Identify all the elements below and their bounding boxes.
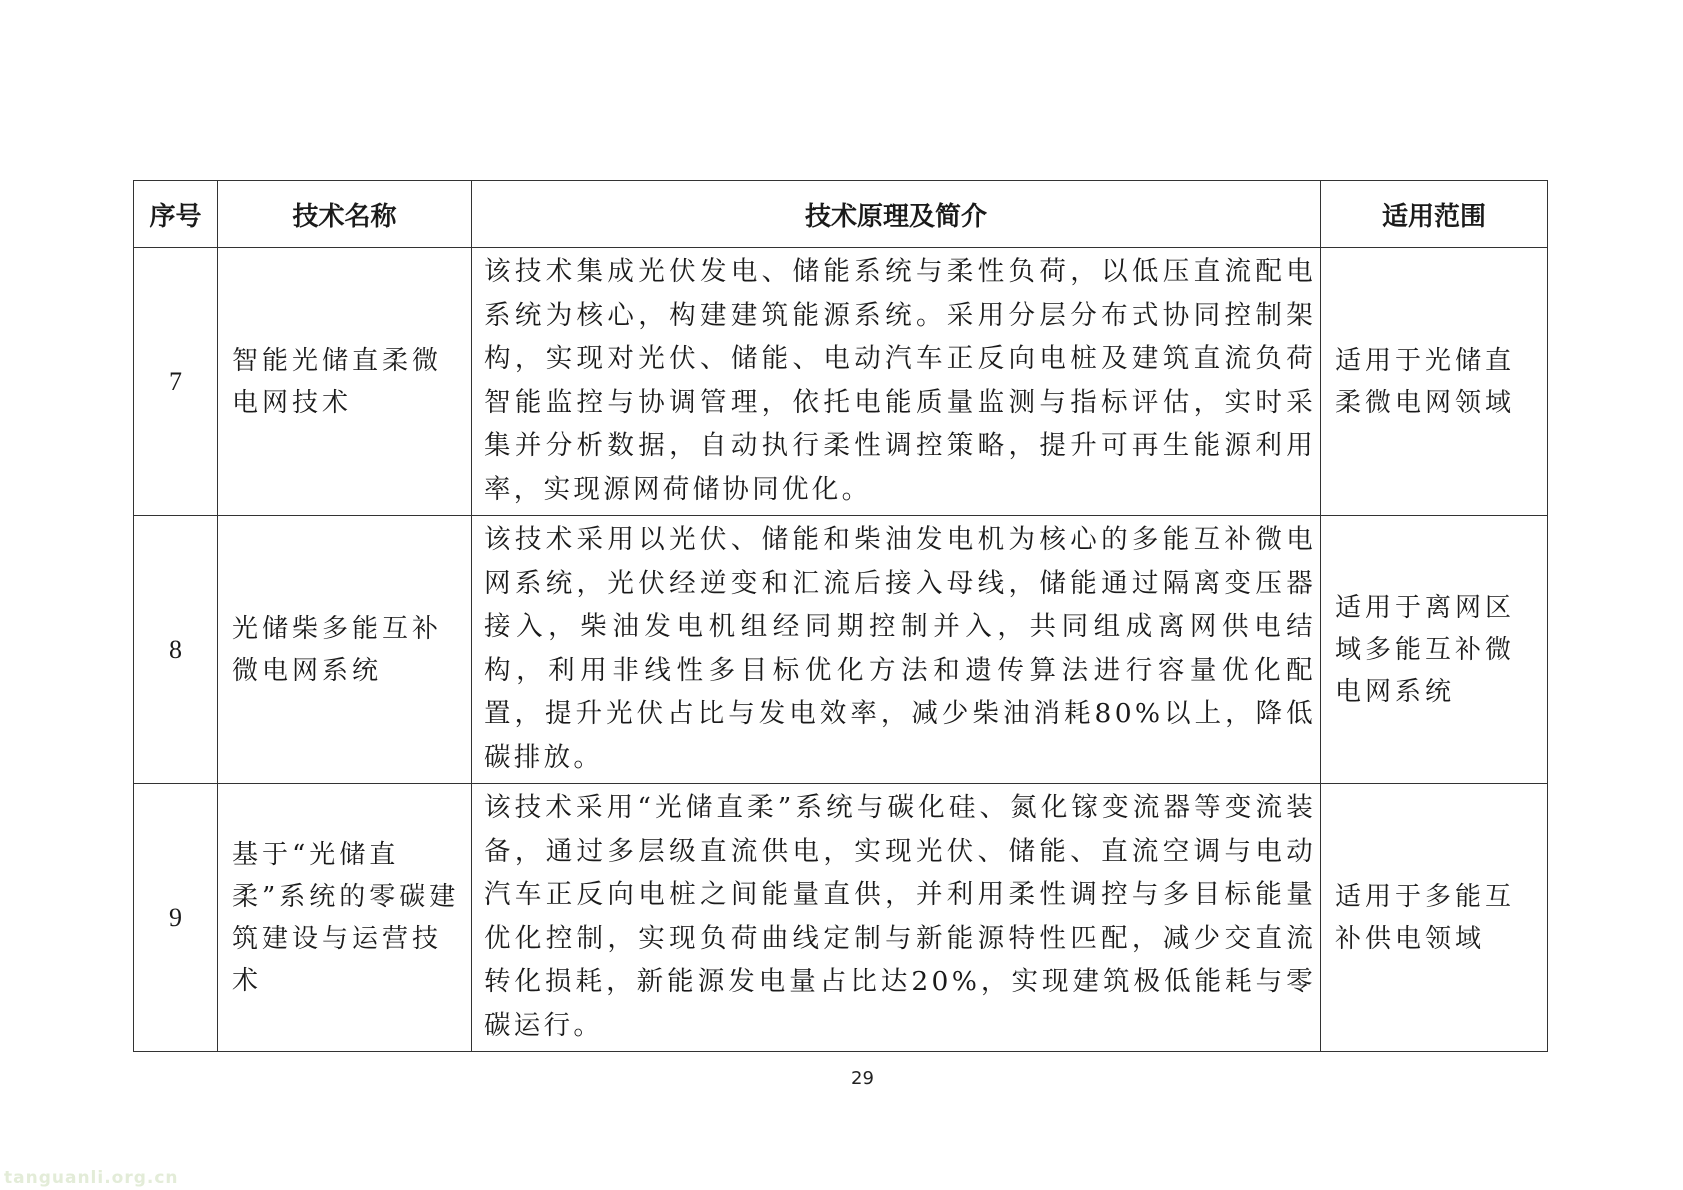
tech-name: 光储柴多能互补微电网系统: [218, 516, 472, 784]
table-row: [134, 516, 1548, 784]
tech-scope: 适用于多能互补供电领域: [1321, 784, 1548, 1052]
table-row: [134, 248, 1548, 516]
tech-name: 基于“光储直柔”系统的零碳建筑建设与运营技术: [218, 784, 472, 1052]
tech-description: 该技术采用以光伏、储能和柴油发电机为核心的多能互补微电网系统，光伏经逆变和汇流后接入母线，储能通过隔离变压器接入，柴油发电机组经同期控制并入，共同组成离网供电结构，利用非线性多目标优化方法和遗传算法进行容量优化配置，提升光伏占比与发电效率，减少柴油消耗80%以上，降低碳排放。: [472, 516, 1321, 784]
header-name: 技术名称: [218, 181, 472, 248]
header-scope: 适用范围: [1321, 181, 1548, 248]
row-number: 9: [134, 784, 218, 1052]
header-no: 序号: [134, 181, 218, 248]
table-row: [134, 784, 1548, 1052]
technology-table: [133, 180, 1548, 1052]
watermark: tanguanli.org.cn: [4, 1168, 179, 1188]
tech-description: 该技术集成光伏发电、储能系统与柔性负荷，以低压直流配电系统为核心，构建建筑能源系统。采用分层分布式协同控制架构，实现对光伏、储能、电动汽车正反向电桩及建筑直流负荷智能监控与协调管理，依托电能质量监测与指标评估，实时采集并分析数据，自动执行柔性调控策略，提升可再生能源利用率，实现源网荷储协同优化。: [472, 248, 1321, 516]
tech-description: 该技术采用“光储直柔”系统与碳化硅、氮化镓变流器等变流装备，通过多层级直流供电，实现光伏、储能、直流空调与电动汽车正反向电桩之间能量直供，并利用柔性调控与多目标能量优化控制，实现负荷曲线定制与新能源特性匹配，减少交直流转化损耗，新能源发电量占比达20%，实现建筑极低能耗与零碳运行。: [472, 784, 1321, 1052]
tech-name: 智能光储直柔微电网技术: [218, 248, 472, 516]
tech-scope: 适用于离网区域多能互补微电网系统: [1321, 516, 1548, 784]
page-number: 29: [851, 1068, 874, 1089]
table-header-row: [134, 181, 1548, 248]
tech-scope: 适用于光储直柔微电网领域: [1321, 248, 1548, 516]
row-number: 7: [134, 248, 218, 516]
header-description: 技术原理及简介: [472, 181, 1321, 248]
row-number: 8: [134, 516, 218, 784]
